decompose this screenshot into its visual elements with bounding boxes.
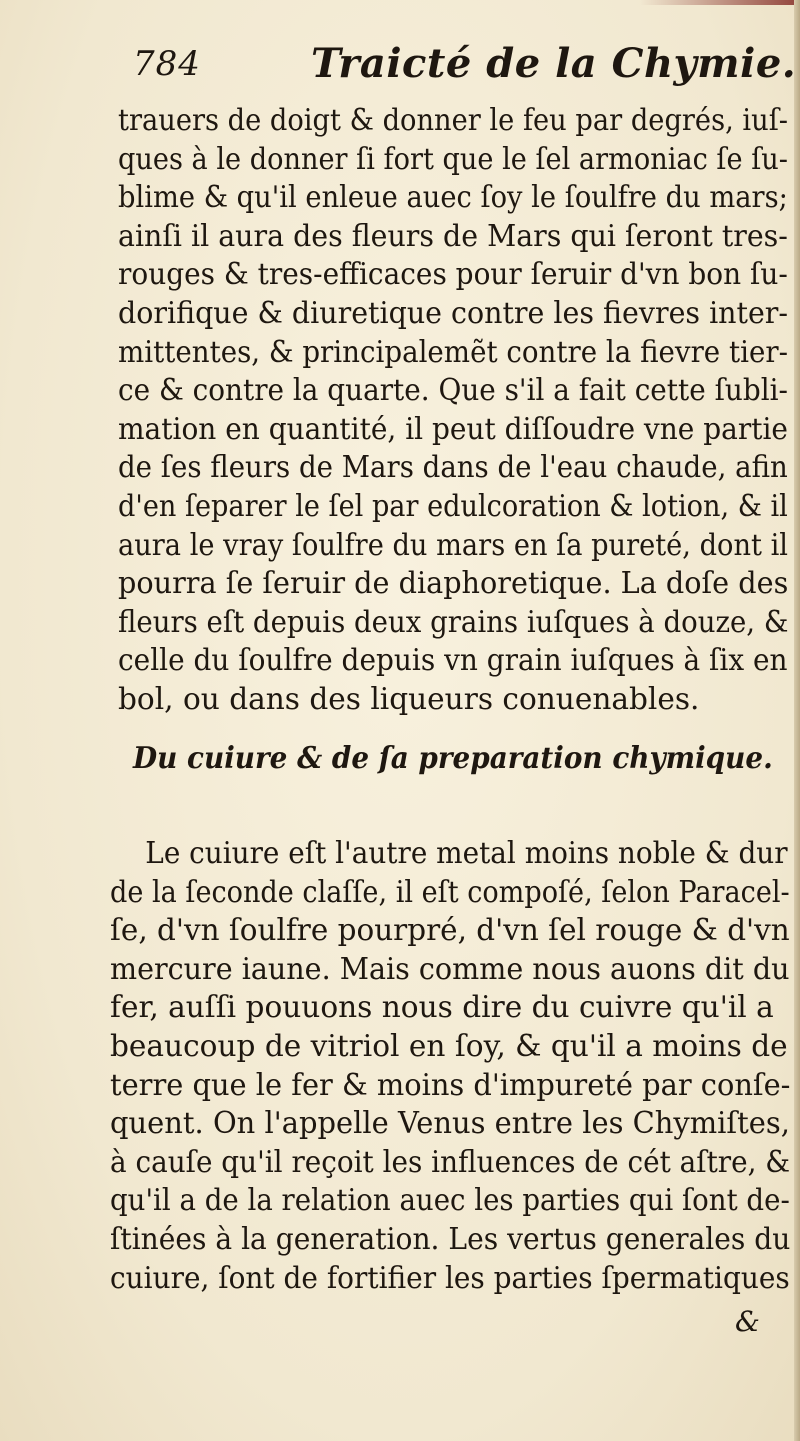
text-line: trauers de doigt & donner le feu par degrés, iuſ- — [118, 103, 789, 138]
text-line: cuiure, ſont de fortifier les parties ſpermatiques — [110, 1260, 790, 1296]
paragraph-1 — [118, 102, 798, 720]
text-line: de la ſeconde claſſe, il eſt compoſé, ſelon Paracel- — [110, 874, 790, 910]
text-line: quent. On l'appelle Venus entre les Chymiſtes, — [110, 1106, 790, 1142]
text-line: ſe, d'vn ſoulfre pourpré, d'vn ſel rouge & d'vn — [110, 913, 790, 949]
text-line: à cauſe qu'il reçoit les influences de cét aſtre, & — [110, 1144, 791, 1180]
page-number: 784 — [133, 44, 201, 84]
text-line: terre que le fer & moins d'impureté par conſe- — [110, 1067, 791, 1103]
text-line: blime & qu'il enleue auec ſoy le ſoulfre du mars; — [118, 180, 788, 216]
text-line: bol, ou dans des liqueurs conuenables. — [118, 681, 700, 717]
text-line: mercure iaune. Mais comme nous auons dit du — [110, 951, 790, 987]
text-line: fleurs eſt depuis deux grains iuſques à douze, & — [118, 604, 789, 640]
text-line: Le cuiure eſt l'autre metal moins noble & dur — [145, 836, 788, 871]
running-title: Traicté de la Chymie. — [311, 40, 797, 87]
page-header — [133, 40, 797, 90]
text-line: ainſi il aura des fleurs de Mars qui ſeront tres- — [118, 218, 788, 254]
text-line: fer, auſſi pouuons nous dire du cuivre qu'il a — [110, 990, 774, 1026]
text-line: mittentes, & principalemẽt contre la fievre tier- — [118, 334, 788, 370]
text-line: pourra ſe ſeruir de diaphoretique. La doſe des — [118, 566, 789, 602]
text-line: dorifique & diuretique contre les fievres inter- — [118, 295, 789, 331]
text-line: qu'il a de la relation auec les parties qui ſont de- — [110, 1183, 790, 1219]
catchword: & — [735, 1305, 760, 1338]
text-line: ce & contre la quarte. Que s'il a fait cette ſubli- — [118, 373, 788, 409]
text-line: beaucoup de vitriol en ſoy, & qu'il a moins de — [110, 1028, 788, 1064]
text-line: de ſes fleurs de Mars dans de l'eau chaude, afin — [118, 450, 788, 486]
section-heading: Du cuiure & de ſa preparation chymique. — [133, 741, 773, 776]
text-line: ques à le donner ſi fort que le ſel armoniac ſe ſu- — [118, 141, 788, 177]
text-line: ſtinées à la generation. Les vertus generales du — [110, 1221, 791, 1257]
paragraph-2 — [110, 835, 800, 1298]
text-line: aura le vray ſoulfre du mars en ſa pureté, dont il — [118, 527, 789, 563]
page-top-edge — [640, 0, 800, 5]
text-line: celle du ſoulfre depuis vn grain iuſques à ſix en — [118, 643, 788, 679]
text-line: rouges & tres-efficaces pour ſeruir d'vn bon ſu- — [118, 257, 788, 293]
text-line: d'en ſeparer le ſel par edulcoration & lotion, & il — [118, 488, 788, 524]
text-line: mation en quantité, il peut diſſoudre vne partie — [118, 411, 788, 447]
